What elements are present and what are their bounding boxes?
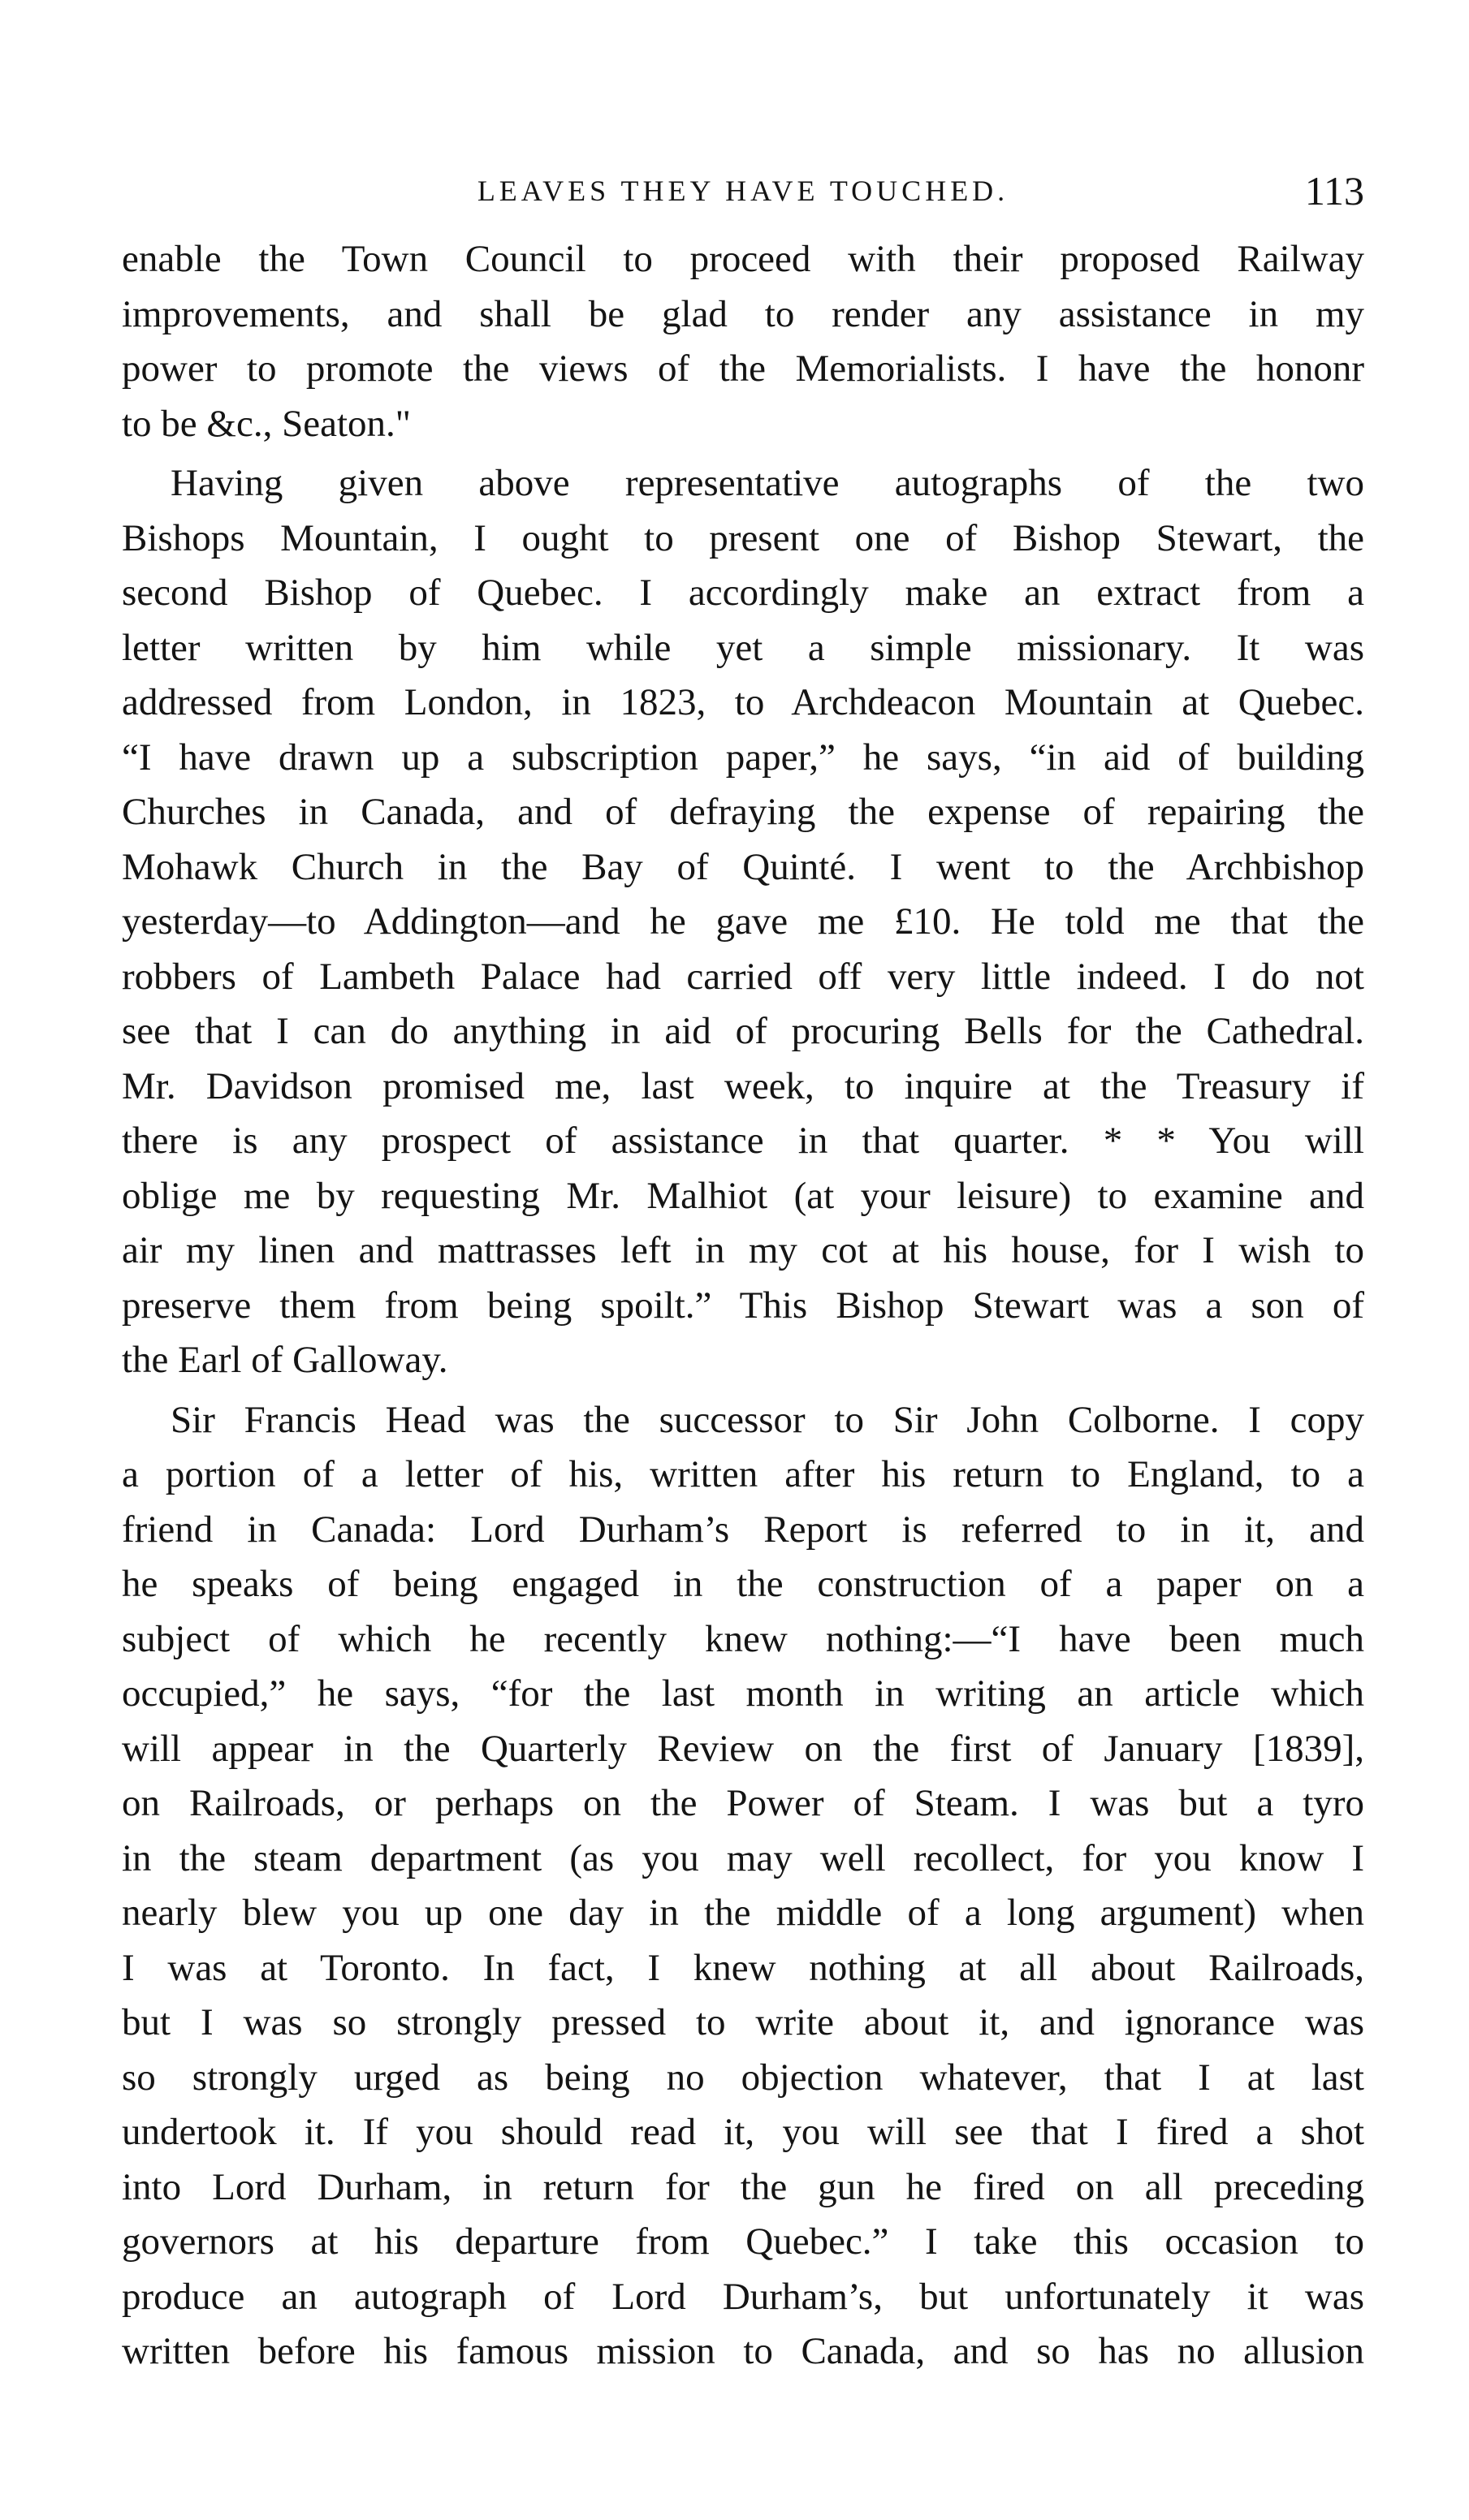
text-line: undertook it. If you should read it, you will see that I fired a shot [122,2111,1364,2153]
text-line: produce an autograph of Lord Durham’s, but unfortunately it was [122,2275,1364,2318]
text-line: governors at his departure from Quebec.” I take this occasion to [122,2220,1364,2263]
running-head [122,162,1364,219]
text-line: I was at Toronto. In fact, I knew nothing at all about Railroads, [122,1946,1364,1989]
text-line: there is any prospect of assistance in that quarter. * * You will [122,1120,1364,1162]
text-line: Mohawk Church in the Bay of Quinté. I went to the Archbishop [122,845,1364,888]
text-line: see that I can do anything in aid of procuring Bells for the Cathedral. [122,1010,1364,1052]
text-line: nearly blew you up one day in the middle of a long argument) when [122,1892,1364,1934]
text-line: into Lord Durham, in return for the gun he fired on all preceding [122,2165,1364,2208]
page-number: 113 [1304,168,1364,214]
text-line: will appear in the Quarterly Review on the first of January [1839], [122,1727,1364,1770]
text-line: yesterday—to Addington—and he gave me £10. He told me that the [122,900,1364,943]
text-line: occupied,” he says, “for the last month in writing an article which [122,1672,1364,1715]
text-line: subject of which he recently knew nothing:—“I have been much [122,1617,1364,1660]
text-line: letter written by him while yet a simple missionary. It was [122,626,1364,669]
running-title: LEAVES THEY HAVE TOUCHED. [477,175,1009,207]
text-line: a portion of a letter of his, written after his return to England, to a [122,1453,1364,1495]
text-line: air my linen and mattrasses left in my cot at his house, for I wish to [122,1229,1364,1271]
body-text [122,232,1364,2380]
text-line: improvements, and shall be glad to render any assistance in my [122,292,1364,335]
text-line: but I was so strongly pressed to write about it, and ignorance was [122,2001,1364,2043]
text-line: Bishops Mountain, I ought to present one of Bishop Stewart, the [122,516,1364,559]
text-line: addressed from London, in 1823, to Archdeacon Mountain at Quebec. [122,681,1364,723]
text-line: Churches in Canada, and of defraying the expense of repairing the [122,791,1364,833]
text-line: “I have drawn up a subscription paper,” he says, “in aid of building [122,736,1364,779]
text-line: in the steam department (as you may well recollect, for you know I [122,1836,1364,1879]
text-line: oblige me by requesting Mr. Malhiot (at your leisure) to examine and [122,1174,1364,1217]
text-line: second Bishop of Quebec. I accordingly make an extract from a [122,572,1364,614]
text-line: on Railroads, or perhaps on the Power of Steam. I was but a tyro [122,1782,1364,1824]
text-line: Sir Francis Head was the successor to Sir John Colborne. I copy [171,1398,1364,1441]
text-line: written before his famous mission to Canada, and so has no allusion [122,2330,1364,2372]
text-line: power to promote the views of the Memorialists. I have the hononr [122,347,1364,390]
text-line: preserve them from being spoilt.” This Bishop Stewart was a son of [122,1284,1364,1327]
text-line: friend in Canada: Lord Durham’s Report is referred to in it, and [122,1508,1364,1551]
text-line: Having given above representative autographs of the two [171,462,1364,504]
text-line: he speaks of being engaged in the construction of a paper on a [122,1563,1364,1605]
text-line: Mr. Davidson promised me, last week, to inquire at the Treasury if [122,1064,1364,1107]
text-line: so strongly urged as being no objection whatever, that I at last [122,2056,1364,2099]
text-line: the Earl of Galloway. [122,1339,448,1381]
text-line: to be &c., Seaton." [122,402,411,445]
text-line: robbers of Lambeth Palace had carried off very little indeed. I do not [122,955,1364,998]
text-line: enable the Town Council to proceed with their proposed Railway [122,238,1364,280]
